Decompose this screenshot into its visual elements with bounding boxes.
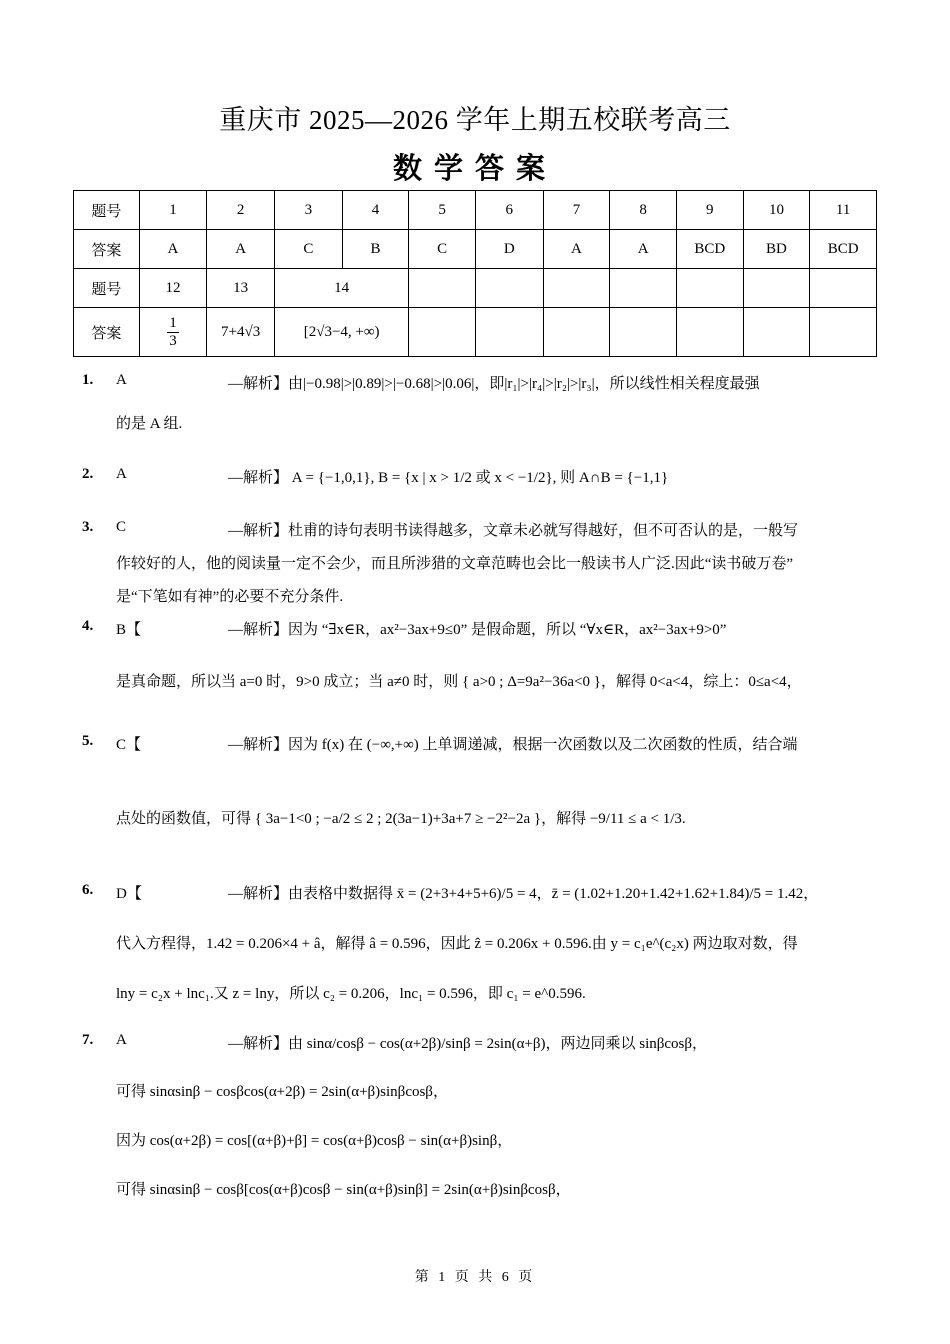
solution-answer: A [116, 1032, 127, 1048]
table-cell [475, 308, 543, 357]
solution-text: —解析】由|−0.98|>|0.89|>|−0.68|>|0.06|，即|r₁|>|r₄|>|r₂|>|r₃|，所以线性相关程度最强 [228, 376, 760, 392]
table-cell: A [139, 230, 207, 269]
solution-text: —解析】由 sinα/cosβ − cos(α+2β)/sinβ = 2sin(α+β)，两边同乘以 sinβcosβ， [228, 1036, 708, 1052]
table-cell [610, 308, 677, 357]
table-cell: 12 [139, 269, 207, 308]
solution-text: —解析】因为 f(x) 在 (−∞,+∞) 上单调递减，根据一次函数以及二次函数的性质，结合端 [228, 737, 798, 753]
row-label: 答案 [74, 230, 140, 269]
table-cell [543, 308, 610, 357]
row-label: 题号 [74, 191, 140, 230]
solution-line: 可得 sinαsinβ − cosβcos(α+2β) = 2sin(α+β)sinβcosβ， [116, 1084, 448, 1100]
table-cell [743, 308, 810, 357]
solution-answer: A [116, 372, 127, 388]
table-cell: 14 [274, 269, 408, 308]
document-subtitle: 数学答案 [392, 153, 557, 185]
table-cell: A [207, 230, 275, 269]
table-row [74, 269, 877, 308]
table-cell [409, 269, 476, 308]
table-cell [543, 269, 610, 308]
table-cell [676, 308, 743, 357]
table-cell: C [274, 230, 342, 269]
table-cell: [2√3−4, +∞) [274, 308, 408, 357]
table-cell: 9 [676, 191, 743, 230]
table-cell: 1 [139, 191, 207, 230]
table-cell [139, 308, 207, 357]
table-cell: A [543, 230, 610, 269]
table-cell [475, 269, 543, 308]
solution-text: —解析】 A = {−1,0,1}, B = {x | x > 1/2 或 x < −1/2}, 则 A∩B = {−1,1} [228, 470, 669, 486]
table-cell [810, 269, 877, 308]
table-cell [676, 269, 743, 308]
solution-line: 是“下笔如有神”的必要不充分条件. [116, 589, 344, 605]
solution-number: 2. [82, 466, 94, 482]
solution-number: 5. [82, 733, 94, 749]
table-row [74, 230, 877, 269]
table-cell: 2 [207, 191, 275, 230]
solution-answer: C [116, 519, 127, 535]
document-title: 重庆市 2025—2026 学年上期五校联考高三 [219, 105, 731, 135]
table-cell: 3 [274, 191, 342, 230]
solution-number: 3. [82, 519, 94, 535]
table-cell: C [409, 230, 476, 269]
solution-text: —解析】因为 “∃x∈R，ax²−3ax+9≤0” 是假命题，所以 “∀x∈R，ax²−3ax+9>0” [228, 622, 727, 638]
table-cell: 10 [743, 191, 810, 230]
table-cell: A [610, 230, 677, 269]
table-cell: 11 [810, 191, 877, 230]
table-cell: 4 [342, 191, 409, 230]
table-cell: BCD [810, 230, 877, 269]
table-cell: 8 [610, 191, 677, 230]
solution-number: 6. [82, 882, 94, 898]
solution-line: 作较好的人，他的阅读量一定不会少，而且所涉猎的文章范畴也会比一般读书人广泛.因此“读书破万卷” [116, 556, 794, 572]
table-cell: 5 [409, 191, 476, 230]
solution-line: 可得 sinαsinβ − cosβ[cos(α+β)cosβ − sin(α+β)sinβ] = 2sin(α+β)sinβcosβ， [116, 1182, 571, 1198]
row-label: 题号 [74, 269, 140, 308]
table-cell: 13 [207, 269, 275, 308]
table-cell: 7+4√3 [207, 308, 275, 357]
solution-text: —解析】杜甫的诗句表明书读得越多，文章未必就写得越好，但不可否认的是，一般写 [228, 523, 799, 539]
table-cell [409, 308, 476, 357]
solution-line: 代入方程得，1.42 = 0.206×4 + â，解得 â = 0.596，因此 ẑ = 0.206x + 0.596.由 y = c₁e^(c₂x) 两边取对数，得 [116, 936, 798, 952]
table-cell: 6 [475, 191, 543, 230]
table-cell: BD [743, 230, 810, 269]
fraction: $\frac{1}{3}$ [169, 315, 177, 349]
table-cell: BCD [676, 230, 743, 269]
table-cell: B [342, 230, 409, 269]
solution-line: 因为 cos(α+2β) = cos[(α+β)+β] = cos(α+β)cosβ − sin(α+β)sinβ， [116, 1133, 513, 1149]
solution-line: lny = c₂x + lnc₁.又 z = lny，所以 c₂ = 0.206，lnc₁ = 0.596，即 c₁ = e^0.596. [116, 986, 586, 1002]
table-cell [610, 269, 677, 308]
solution-answer: B【 [116, 622, 142, 638]
table-cell: 7 [543, 191, 610, 230]
solution-answer: D【 [116, 886, 142, 902]
solution-number: 4. [82, 618, 94, 634]
table-cell [810, 308, 877, 357]
page-footer: 第 1 页 共 6 页 [414, 1270, 536, 1285]
solution-line: 是真命题，所以当 a=0 时，9>0 成立；当 a≠0 时，则 { a>0 ; Δ=9a²−36a<0 }，解得 0<a<4，综上：0≤a<4， [116, 674, 802, 690]
solution-answer: C【 [116, 737, 142, 753]
table-row [74, 308, 877, 357]
solution-number: 7. [82, 1032, 94, 1048]
solution-number: 1. [82, 372, 94, 388]
answer-table [73, 190, 877, 357]
solution-line: 的是 A 组. [116, 416, 183, 432]
table-cell: D [475, 230, 543, 269]
solution-text: —解析】由表格中数据得 x̄ = (2+3+4+5+6)/5 = 4，z̄ = (1.02+1.20+1.42+1.62+1.84)/5 = 1.42， [228, 886, 819, 902]
solution-answer: A [116, 466, 127, 482]
table-row [74, 191, 877, 230]
table-cell [743, 269, 810, 308]
solution-line: 点处的函数值，可得 { 3a−1<0 ; −a/2 ≤ 2 ; 2(3a−1)+3a+7 ≥ −2²−2a }，解得 −9/11 ≤ a < 1/3. [116, 811, 686, 827]
row-label: 答案 [74, 308, 140, 357]
